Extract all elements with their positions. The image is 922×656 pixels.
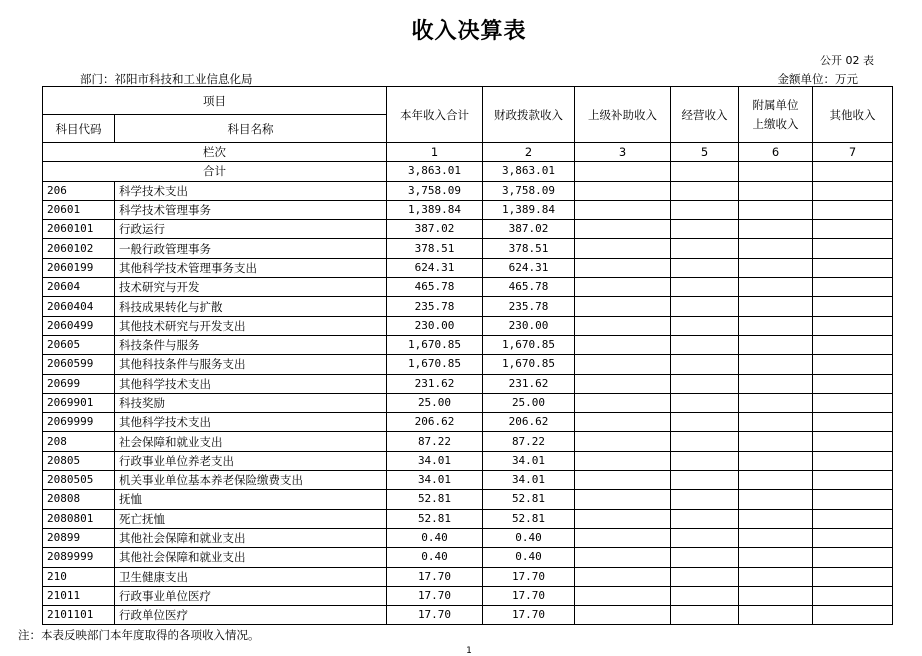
total-row-fiscal-appropriation: 3,863.01 bbox=[483, 162, 575, 181]
subject-name-cell: 其他科学技术支出 bbox=[115, 374, 387, 393]
subject-name-cell: 其他社会保障和就业支出 bbox=[115, 528, 387, 547]
fiscal-appropriation-cell: 387.02 bbox=[483, 220, 575, 239]
column-index-label: 栏次 bbox=[43, 143, 387, 162]
fiscal-appropriation-cell: 1,670.85 bbox=[483, 335, 575, 354]
fiscal-appropriation-cell: 17.70 bbox=[483, 586, 575, 605]
subject-code-cell: 2101101 bbox=[43, 606, 115, 625]
subject-code-cell: 2080505 bbox=[43, 471, 115, 490]
business-income-cell bbox=[671, 528, 739, 547]
other-income-cell bbox=[813, 181, 893, 200]
business-income-cell bbox=[671, 374, 739, 393]
total-income-cell: 0.40 bbox=[387, 548, 483, 567]
business-income-cell bbox=[671, 432, 739, 451]
business-income-cell bbox=[671, 548, 739, 567]
table-row bbox=[43, 548, 893, 567]
fiscal-appropriation-cell: 52.81 bbox=[483, 490, 575, 509]
affiliated-units-cell bbox=[739, 471, 813, 490]
superior-subsidy-cell bbox=[575, 586, 671, 605]
other-income-cell bbox=[813, 374, 893, 393]
table-row bbox=[43, 278, 893, 297]
subject-name-cell: 其他社会保障和就业支出 bbox=[115, 548, 387, 567]
superior-subsidy-cell bbox=[575, 567, 671, 586]
fiscal-appropriation-cell: 378.51 bbox=[483, 239, 575, 258]
other-income-cell bbox=[813, 200, 893, 219]
affiliated-units-cell bbox=[739, 258, 813, 277]
other-income-cell bbox=[813, 451, 893, 470]
superior-subsidy-cell bbox=[575, 413, 671, 432]
business-income-cell bbox=[671, 393, 739, 412]
superior-subsidy-cell bbox=[575, 258, 671, 277]
business-income-cell bbox=[671, 239, 739, 258]
other-income-cell bbox=[813, 586, 893, 605]
page-number: 1 bbox=[466, 646, 472, 656]
business-income-cell bbox=[671, 316, 739, 335]
superior-subsidy-cell bbox=[575, 509, 671, 528]
other-income-cell bbox=[813, 413, 893, 432]
subject-name-cell: 科学技术支出 bbox=[115, 181, 387, 200]
superior-subsidy-cell bbox=[575, 181, 671, 200]
business-income-cell bbox=[671, 606, 739, 625]
table-row bbox=[43, 451, 893, 470]
other-income-cell bbox=[813, 528, 893, 547]
other-income-cell bbox=[813, 606, 893, 625]
table-row bbox=[43, 528, 893, 547]
total-row bbox=[43, 162, 893, 181]
total-income-cell: 0.40 bbox=[387, 528, 483, 547]
total-income-cell: 387.02 bbox=[387, 220, 483, 239]
other-income-cell bbox=[813, 335, 893, 354]
subject-code-cell: 2060499 bbox=[43, 316, 115, 335]
fiscal-appropriation-cell: 17.70 bbox=[483, 567, 575, 586]
table-row bbox=[43, 471, 893, 490]
header-business-income: 经营收入 bbox=[671, 87, 739, 143]
table-row bbox=[43, 490, 893, 509]
table-row bbox=[43, 316, 893, 335]
affiliated-units-cell bbox=[739, 374, 813, 393]
affiliated-units-cell bbox=[739, 509, 813, 528]
total-income-cell: 1,670.85 bbox=[387, 355, 483, 374]
subject-name-cell: 其他科技条件与服务支出 bbox=[115, 355, 387, 374]
subject-name-cell: 机关事业单位基本养老保险缴费支出 bbox=[115, 471, 387, 490]
table-row bbox=[43, 181, 893, 200]
column-index-number: 2 bbox=[483, 143, 575, 162]
table-row bbox=[43, 509, 893, 528]
affiliated-units-cell bbox=[739, 432, 813, 451]
superior-subsidy-cell bbox=[575, 278, 671, 297]
table-row bbox=[43, 355, 893, 374]
fiscal-appropriation-cell: 3,758.09 bbox=[483, 181, 575, 200]
header-total-income: 本年收入合计 bbox=[387, 87, 483, 143]
total-income-cell: 1,389.84 bbox=[387, 200, 483, 219]
subject-code-cell: 2060101 bbox=[43, 220, 115, 239]
subject-name-cell: 抚恤 bbox=[115, 490, 387, 509]
business-income-cell bbox=[671, 278, 739, 297]
subject-code-cell: 2069999 bbox=[43, 413, 115, 432]
total-income-cell: 206.62 bbox=[387, 413, 483, 432]
column-index-number: 3 bbox=[575, 143, 671, 162]
other-income-cell bbox=[813, 509, 893, 528]
other-income-cell bbox=[813, 239, 893, 258]
column-index-number: 7 bbox=[813, 143, 893, 162]
business-income-cell bbox=[671, 567, 739, 586]
business-income-cell bbox=[671, 220, 739, 239]
other-income-cell bbox=[813, 355, 893, 374]
superior-subsidy-cell bbox=[575, 335, 671, 354]
table-row bbox=[43, 258, 893, 277]
table-row bbox=[43, 413, 893, 432]
total-row-business-income bbox=[671, 162, 739, 181]
subject-name-cell: 卫生健康支出 bbox=[115, 567, 387, 586]
total-row-affiliated-units bbox=[739, 162, 813, 181]
other-income-cell bbox=[813, 220, 893, 239]
fiscal-appropriation-cell: 34.01 bbox=[483, 451, 575, 470]
subject-name-cell: 行政事业单位养老支出 bbox=[115, 451, 387, 470]
affiliated-units-cell bbox=[739, 567, 813, 586]
subject-name-cell: 科学技术管理事务 bbox=[115, 200, 387, 219]
subject-code-cell: 20805 bbox=[43, 451, 115, 470]
subject-name-cell: 一般行政管理事务 bbox=[115, 239, 387, 258]
other-income-cell bbox=[813, 567, 893, 586]
superior-subsidy-cell bbox=[575, 490, 671, 509]
fiscal-appropriation-cell: 34.01 bbox=[483, 471, 575, 490]
business-income-cell bbox=[671, 490, 739, 509]
table-row bbox=[43, 567, 893, 586]
business-income-cell bbox=[671, 471, 739, 490]
subject-code-cell: 20601 bbox=[43, 200, 115, 219]
subject-code-cell: 2060199 bbox=[43, 258, 115, 277]
total-row-label: 合计 bbox=[43, 162, 387, 181]
fiscal-appropriation-cell: 0.40 bbox=[483, 528, 575, 547]
subject-code-cell: 2060404 bbox=[43, 297, 115, 316]
superior-subsidy-cell bbox=[575, 393, 671, 412]
superior-subsidy-cell bbox=[575, 451, 671, 470]
subject-code-cell: 20699 bbox=[43, 374, 115, 393]
affiliated-units-cell bbox=[739, 335, 813, 354]
other-income-cell bbox=[813, 432, 893, 451]
subject-code-cell: 21011 bbox=[43, 586, 115, 605]
business-income-cell bbox=[671, 297, 739, 316]
other-income-cell bbox=[813, 316, 893, 335]
department-label: 部门：祁阳市科技和工业信息化局 bbox=[80, 72, 253, 86]
subject-name-cell: 社会保障和就业支出 bbox=[115, 432, 387, 451]
total-income-cell: 235.78 bbox=[387, 297, 483, 316]
subject-code-cell: 2060102 bbox=[43, 239, 115, 258]
fiscal-appropriation-cell: 231.62 bbox=[483, 374, 575, 393]
subject-code-cell: 2069901 bbox=[43, 393, 115, 412]
superior-subsidy-cell bbox=[575, 239, 671, 258]
fiscal-appropriation-cell: 52.81 bbox=[483, 509, 575, 528]
business-income-cell bbox=[671, 200, 739, 219]
other-income-cell bbox=[813, 471, 893, 490]
total-row-other-income bbox=[813, 162, 893, 181]
superior-subsidy-cell bbox=[575, 355, 671, 374]
affiliated-units-cell bbox=[739, 278, 813, 297]
header-subject-name: 科目名称 bbox=[115, 115, 387, 143]
other-income-cell bbox=[813, 258, 893, 277]
total-income-cell: 17.70 bbox=[387, 606, 483, 625]
total-income-cell: 1,670.85 bbox=[387, 335, 483, 354]
subject-name-cell: 其他科学技术支出 bbox=[115, 413, 387, 432]
total-row-superior-subsidy bbox=[575, 162, 671, 181]
affiliated-units-cell bbox=[739, 606, 813, 625]
subject-code-cell: 206 bbox=[43, 181, 115, 200]
header-subject-code: 科目代码 bbox=[43, 115, 115, 143]
business-income-cell bbox=[671, 181, 739, 200]
total-income-cell: 624.31 bbox=[387, 258, 483, 277]
table-row bbox=[43, 335, 893, 354]
total-income-cell: 34.01 bbox=[387, 471, 483, 490]
superior-subsidy-cell bbox=[575, 606, 671, 625]
column-index-row bbox=[43, 143, 893, 162]
total-income-cell: 17.70 bbox=[387, 586, 483, 605]
affiliated-units-cell bbox=[739, 200, 813, 219]
table-row bbox=[43, 374, 893, 393]
income-table bbox=[42, 86, 893, 625]
total-income-cell: 230.00 bbox=[387, 316, 483, 335]
other-income-cell bbox=[813, 278, 893, 297]
header-affiliated-units bbox=[739, 87, 813, 143]
superior-subsidy-cell bbox=[575, 297, 671, 316]
affiliated-units-cell bbox=[739, 355, 813, 374]
subject-code-cell: 20604 bbox=[43, 278, 115, 297]
superior-subsidy-cell bbox=[575, 374, 671, 393]
subject-name-cell: 行政单位医疗 bbox=[115, 606, 387, 625]
fiscal-appropriation-cell: 235.78 bbox=[483, 297, 575, 316]
business-income-cell bbox=[671, 586, 739, 605]
total-income-cell: 52.81 bbox=[387, 509, 483, 528]
subject-code-cell: 20808 bbox=[43, 490, 115, 509]
business-income-cell bbox=[671, 451, 739, 470]
affiliated-units-cell bbox=[739, 239, 813, 258]
fiscal-appropriation-cell: 25.00 bbox=[483, 393, 575, 412]
header-superior-subsidy: 上级补助收入 bbox=[575, 87, 671, 143]
other-income-cell bbox=[813, 548, 893, 567]
amount-unit-label: 金额单位：万元 bbox=[777, 72, 858, 86]
table-row bbox=[43, 297, 893, 316]
superior-subsidy-cell bbox=[575, 316, 671, 335]
subject-name-cell: 其他技术研究与开发支出 bbox=[115, 316, 387, 335]
fiscal-appropriation-cell: 1,670.85 bbox=[483, 355, 575, 374]
business-income-cell bbox=[671, 335, 739, 354]
total-income-cell: 231.62 bbox=[387, 374, 483, 393]
fiscal-appropriation-cell: 87.22 bbox=[483, 432, 575, 451]
subject-name-cell: 死亡抚恤 bbox=[115, 509, 387, 528]
other-income-cell bbox=[813, 393, 893, 412]
subject-code-cell: 208 bbox=[43, 432, 115, 451]
total-income-cell: 378.51 bbox=[387, 239, 483, 258]
fiscal-appropriation-cell: 230.00 bbox=[483, 316, 575, 335]
report-title: 收入决算表 bbox=[411, 19, 527, 44]
table-row bbox=[43, 432, 893, 451]
total-income-cell: 17.70 bbox=[387, 567, 483, 586]
affiliated-units-cell bbox=[739, 451, 813, 470]
business-income-cell bbox=[671, 509, 739, 528]
affiliated-units-cell bbox=[739, 316, 813, 335]
subject-name-cell: 其他科学技术管理事务支出 bbox=[115, 258, 387, 277]
table-row bbox=[43, 200, 893, 219]
column-index-number: 5 bbox=[671, 143, 739, 162]
superior-subsidy-cell bbox=[575, 200, 671, 219]
affiliated-units-cell bbox=[739, 413, 813, 432]
affiliated-units-cell bbox=[739, 548, 813, 567]
subject-name-cell: 科技奖励 bbox=[115, 393, 387, 412]
subject-code-cell: 210 bbox=[43, 567, 115, 586]
fiscal-appropriation-cell: 1,389.84 bbox=[483, 200, 575, 219]
table-row bbox=[43, 220, 893, 239]
superior-subsidy-cell bbox=[575, 471, 671, 490]
table-row bbox=[43, 393, 893, 412]
affiliated-units-cell bbox=[739, 490, 813, 509]
header-affiliated-units-line2: 上缴收入 bbox=[752, 116, 799, 131]
header-item: 项目 bbox=[43, 87, 387, 115]
column-index-number: 6 bbox=[739, 143, 813, 162]
affiliated-units-cell bbox=[739, 586, 813, 605]
other-income-cell bbox=[813, 490, 893, 509]
subject-code-cell: 2089999 bbox=[43, 548, 115, 567]
superior-subsidy-cell bbox=[575, 548, 671, 567]
total-row-total-income: 3,863.01 bbox=[387, 162, 483, 181]
header-affiliated-units-line1: 附属单位 bbox=[752, 97, 799, 112]
header-other-income: 其他收入 bbox=[813, 87, 893, 143]
superior-subsidy-cell bbox=[575, 220, 671, 239]
superior-subsidy-cell bbox=[575, 432, 671, 451]
header-row-1 bbox=[43, 87, 893, 115]
subject-code-cell: 2080801 bbox=[43, 509, 115, 528]
fiscal-appropriation-cell: 624.31 bbox=[483, 258, 575, 277]
total-income-cell: 87.22 bbox=[387, 432, 483, 451]
subject-code-cell: 20605 bbox=[43, 335, 115, 354]
header-fiscal-appropriation: 财政拨款收入 bbox=[483, 87, 575, 143]
total-income-cell: 465.78 bbox=[387, 278, 483, 297]
subject-code-cell: 2060599 bbox=[43, 355, 115, 374]
fiscal-appropriation-cell: 0.40 bbox=[483, 548, 575, 567]
total-income-cell: 52.81 bbox=[387, 490, 483, 509]
subject-code-cell: 20899 bbox=[43, 528, 115, 547]
subject-name-cell: 行政事业单位医疗 bbox=[115, 586, 387, 605]
subject-name-cell: 技术研究与开发 bbox=[115, 278, 387, 297]
affiliated-units-cell bbox=[739, 393, 813, 412]
business-income-cell bbox=[671, 355, 739, 374]
subject-name-cell: 行政运行 bbox=[115, 220, 387, 239]
affiliated-units-cell bbox=[739, 528, 813, 547]
table-note: 注：本表反映部门本年度取得的各项收入情况。 bbox=[18, 628, 260, 642]
table-row bbox=[43, 239, 893, 258]
fiscal-appropriation-cell: 206.62 bbox=[483, 413, 575, 432]
subject-name-cell: 科技条件与服务 bbox=[115, 335, 387, 354]
business-income-cell bbox=[671, 413, 739, 432]
table-row bbox=[43, 606, 893, 625]
form-code: 公开 02 表 bbox=[820, 54, 874, 67]
affiliated-units-cell bbox=[739, 181, 813, 200]
affiliated-units-cell bbox=[739, 297, 813, 316]
fiscal-appropriation-cell: 465.78 bbox=[483, 278, 575, 297]
affiliated-units-cell bbox=[739, 220, 813, 239]
business-income-cell bbox=[671, 258, 739, 277]
total-income-cell: 25.00 bbox=[387, 393, 483, 412]
column-index-number: 1 bbox=[387, 143, 483, 162]
total-income-cell: 34.01 bbox=[387, 451, 483, 470]
subject-name-cell: 科技成果转化与扩散 bbox=[115, 297, 387, 316]
table-row bbox=[43, 586, 893, 605]
fiscal-appropriation-cell: 17.70 bbox=[483, 606, 575, 625]
other-income-cell bbox=[813, 297, 893, 316]
superior-subsidy-cell bbox=[575, 528, 671, 547]
total-income-cell: 3,758.09 bbox=[387, 181, 483, 200]
